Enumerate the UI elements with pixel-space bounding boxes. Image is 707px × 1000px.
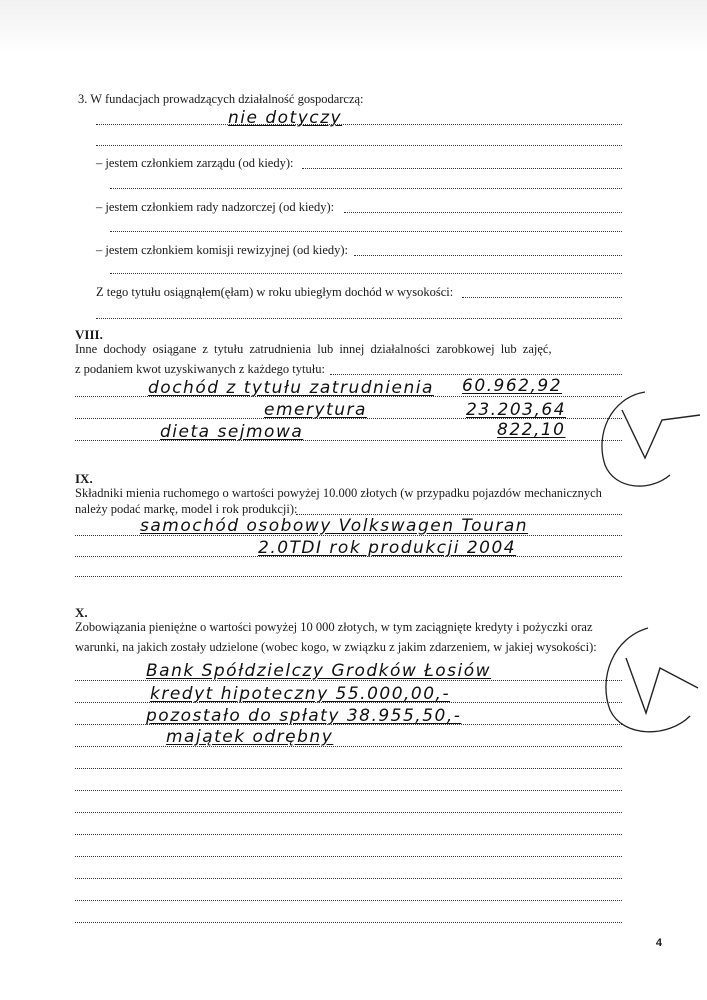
dotted-line (96, 145, 622, 146)
other-income-amount-3: 822,10 (497, 420, 566, 440)
supervisory-member-label: – jestem członkiem rady nadzorczej (od kiedy): (96, 200, 335, 214)
section-ix-line1: Składniki mienia ruchomego o wartości powyżej 10.000 złotych (w przypadku pojazdów mechanicznych (75, 486, 602, 500)
section-x-line2: warunki, na jakich zostały udzielone (wobec kogo, w związku z jakim zdarzeniem, w jakiej wysokości): (75, 640, 597, 654)
section-viii-number: VIII. (75, 327, 103, 342)
movable-asset-2: 2.0TDI rok produkcji 2004 (258, 538, 517, 558)
dotted-line (75, 812, 622, 813)
liability-1: Bank Spółdzielczy Grodków Łosiów (146, 661, 492, 681)
dotted-line (75, 418, 622, 419)
review-check-mark (590, 380, 705, 500)
liability-4: majątek odrębny (166, 727, 334, 747)
section-viii-line2: z podaniem kwot uzyskiwanych z każdego tytułu: (75, 362, 325, 376)
section-3-heading: 3. W fundacjach prowadzących działalność gospodarczą: (78, 92, 364, 106)
page-number: 4 (655, 937, 662, 949)
other-income-amount-1: 60.962,92 (462, 376, 563, 396)
dotted-line (75, 535, 622, 536)
board-member-label: – jestem członkiem zarządu (od kiedy): (96, 156, 294, 170)
dotted-line (75, 702, 622, 703)
dotted-line (96, 124, 622, 125)
liability-2: kredyt hipoteczny 55.000,00,- (150, 684, 451, 704)
dotted-line (330, 374, 622, 375)
section-3-answer: nie dotyczy (228, 108, 343, 128)
section-ix-number: IX. (75, 471, 93, 486)
dotted-line (302, 168, 622, 169)
dotted-line (354, 255, 622, 256)
dotted-line (75, 396, 622, 397)
dotted-line (75, 834, 622, 835)
dotted-line (75, 556, 622, 557)
dotted-line (75, 746, 622, 747)
review-check-mark (598, 618, 706, 743)
other-income-label-1: dochód z tytułu zatrudnienia (148, 378, 434, 398)
dotted-line (75, 440, 622, 441)
dotted-line (75, 878, 622, 879)
dotted-line (110, 188, 622, 189)
dotted-line (110, 231, 622, 232)
dotted-line (75, 680, 622, 681)
liability-3: pozostało do spłaty 38.955,50,- (146, 706, 462, 726)
section-viii-line1: Inne dochody osiągane z tytułu zatrudnienia lub innej działalności zarobkowej lub zajęć, (75, 342, 552, 356)
dotted-line (75, 856, 622, 857)
dotted-line (75, 790, 622, 791)
other-income-amount-2: 23.203,64 (466, 400, 567, 420)
section-ix-line2: należy podać markę, model i rok produkcji): (75, 502, 298, 516)
income-label: Z tego tytułu osiągnąłem(ęłam) w roku ubiegłym dochód w wysokości: (96, 285, 454, 299)
dotted-line (75, 900, 622, 901)
section-x-line1: Zobowiązania pieniężne o wartości powyżej 10 000 złotych, w tym zaciągnięte kredyty i pożyczki oraz (75, 620, 593, 634)
dotted-line (75, 922, 622, 923)
dotted-line (75, 768, 622, 769)
dotted-line (75, 576, 622, 577)
dotted-line (462, 297, 622, 298)
audit-member-label: – jestem członkiem komisji rewizyjnej (od kiedy): (96, 243, 349, 257)
section-x-number: X. (75, 605, 88, 620)
dotted-line (96, 318, 622, 319)
dotted-line (110, 273, 622, 274)
dotted-line (296, 514, 622, 515)
other-income-label-3: dieta sejmowa (160, 422, 304, 442)
other-income-label-2: emerytura (264, 400, 367, 420)
scan-top-smudge (0, 0, 707, 55)
dotted-line (75, 724, 622, 725)
dotted-line (344, 212, 622, 213)
movable-asset-1: samochód osobowy Volkswagen Touran (140, 516, 529, 536)
